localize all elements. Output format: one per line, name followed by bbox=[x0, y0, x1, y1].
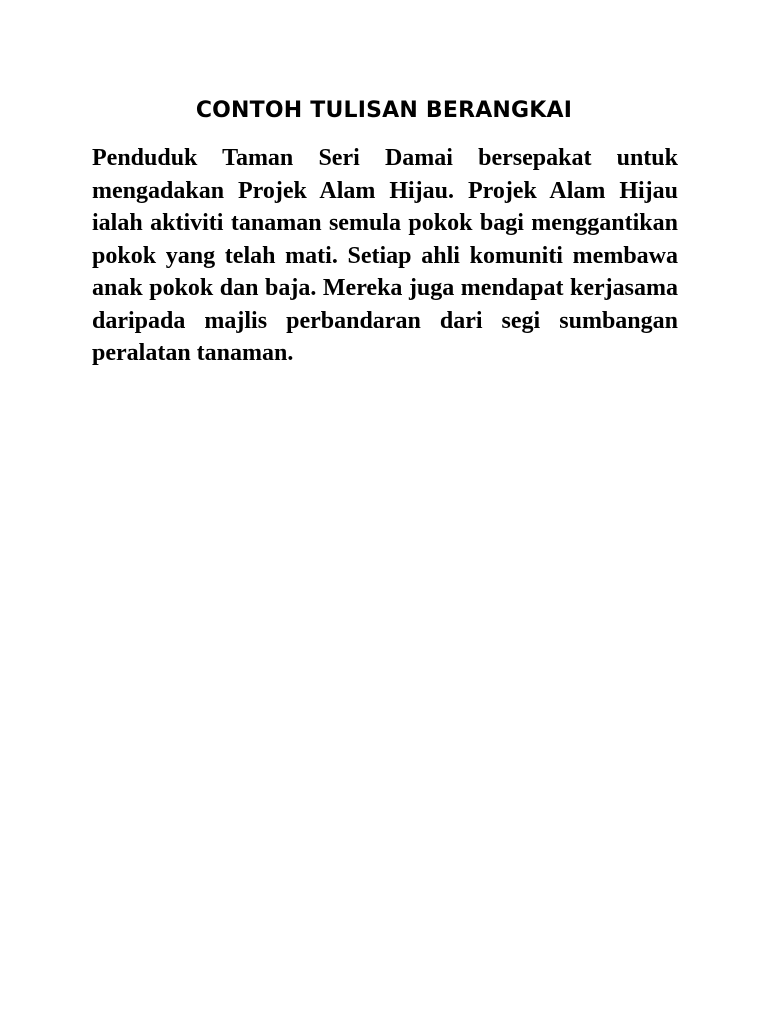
document-title: CONTOH TULISAN BERANGKAI bbox=[195, 98, 573, 123]
document-paragraph: Penduduk Taman Seri Damai bersepakat untuk mengadakan Projek Alam Hijau. Projek Alam Hijau ialah aktiviti tanaman semula pokok bagi menggantikan pokok yang telah mati. Setiap ahli komuniti membawa anak pokok dan baja. Mereka juga mendapat kerjasama daripada majlis perbandaran dari segi sumbangan peralatan tanaman. bbox=[92, 145, 678, 366]
